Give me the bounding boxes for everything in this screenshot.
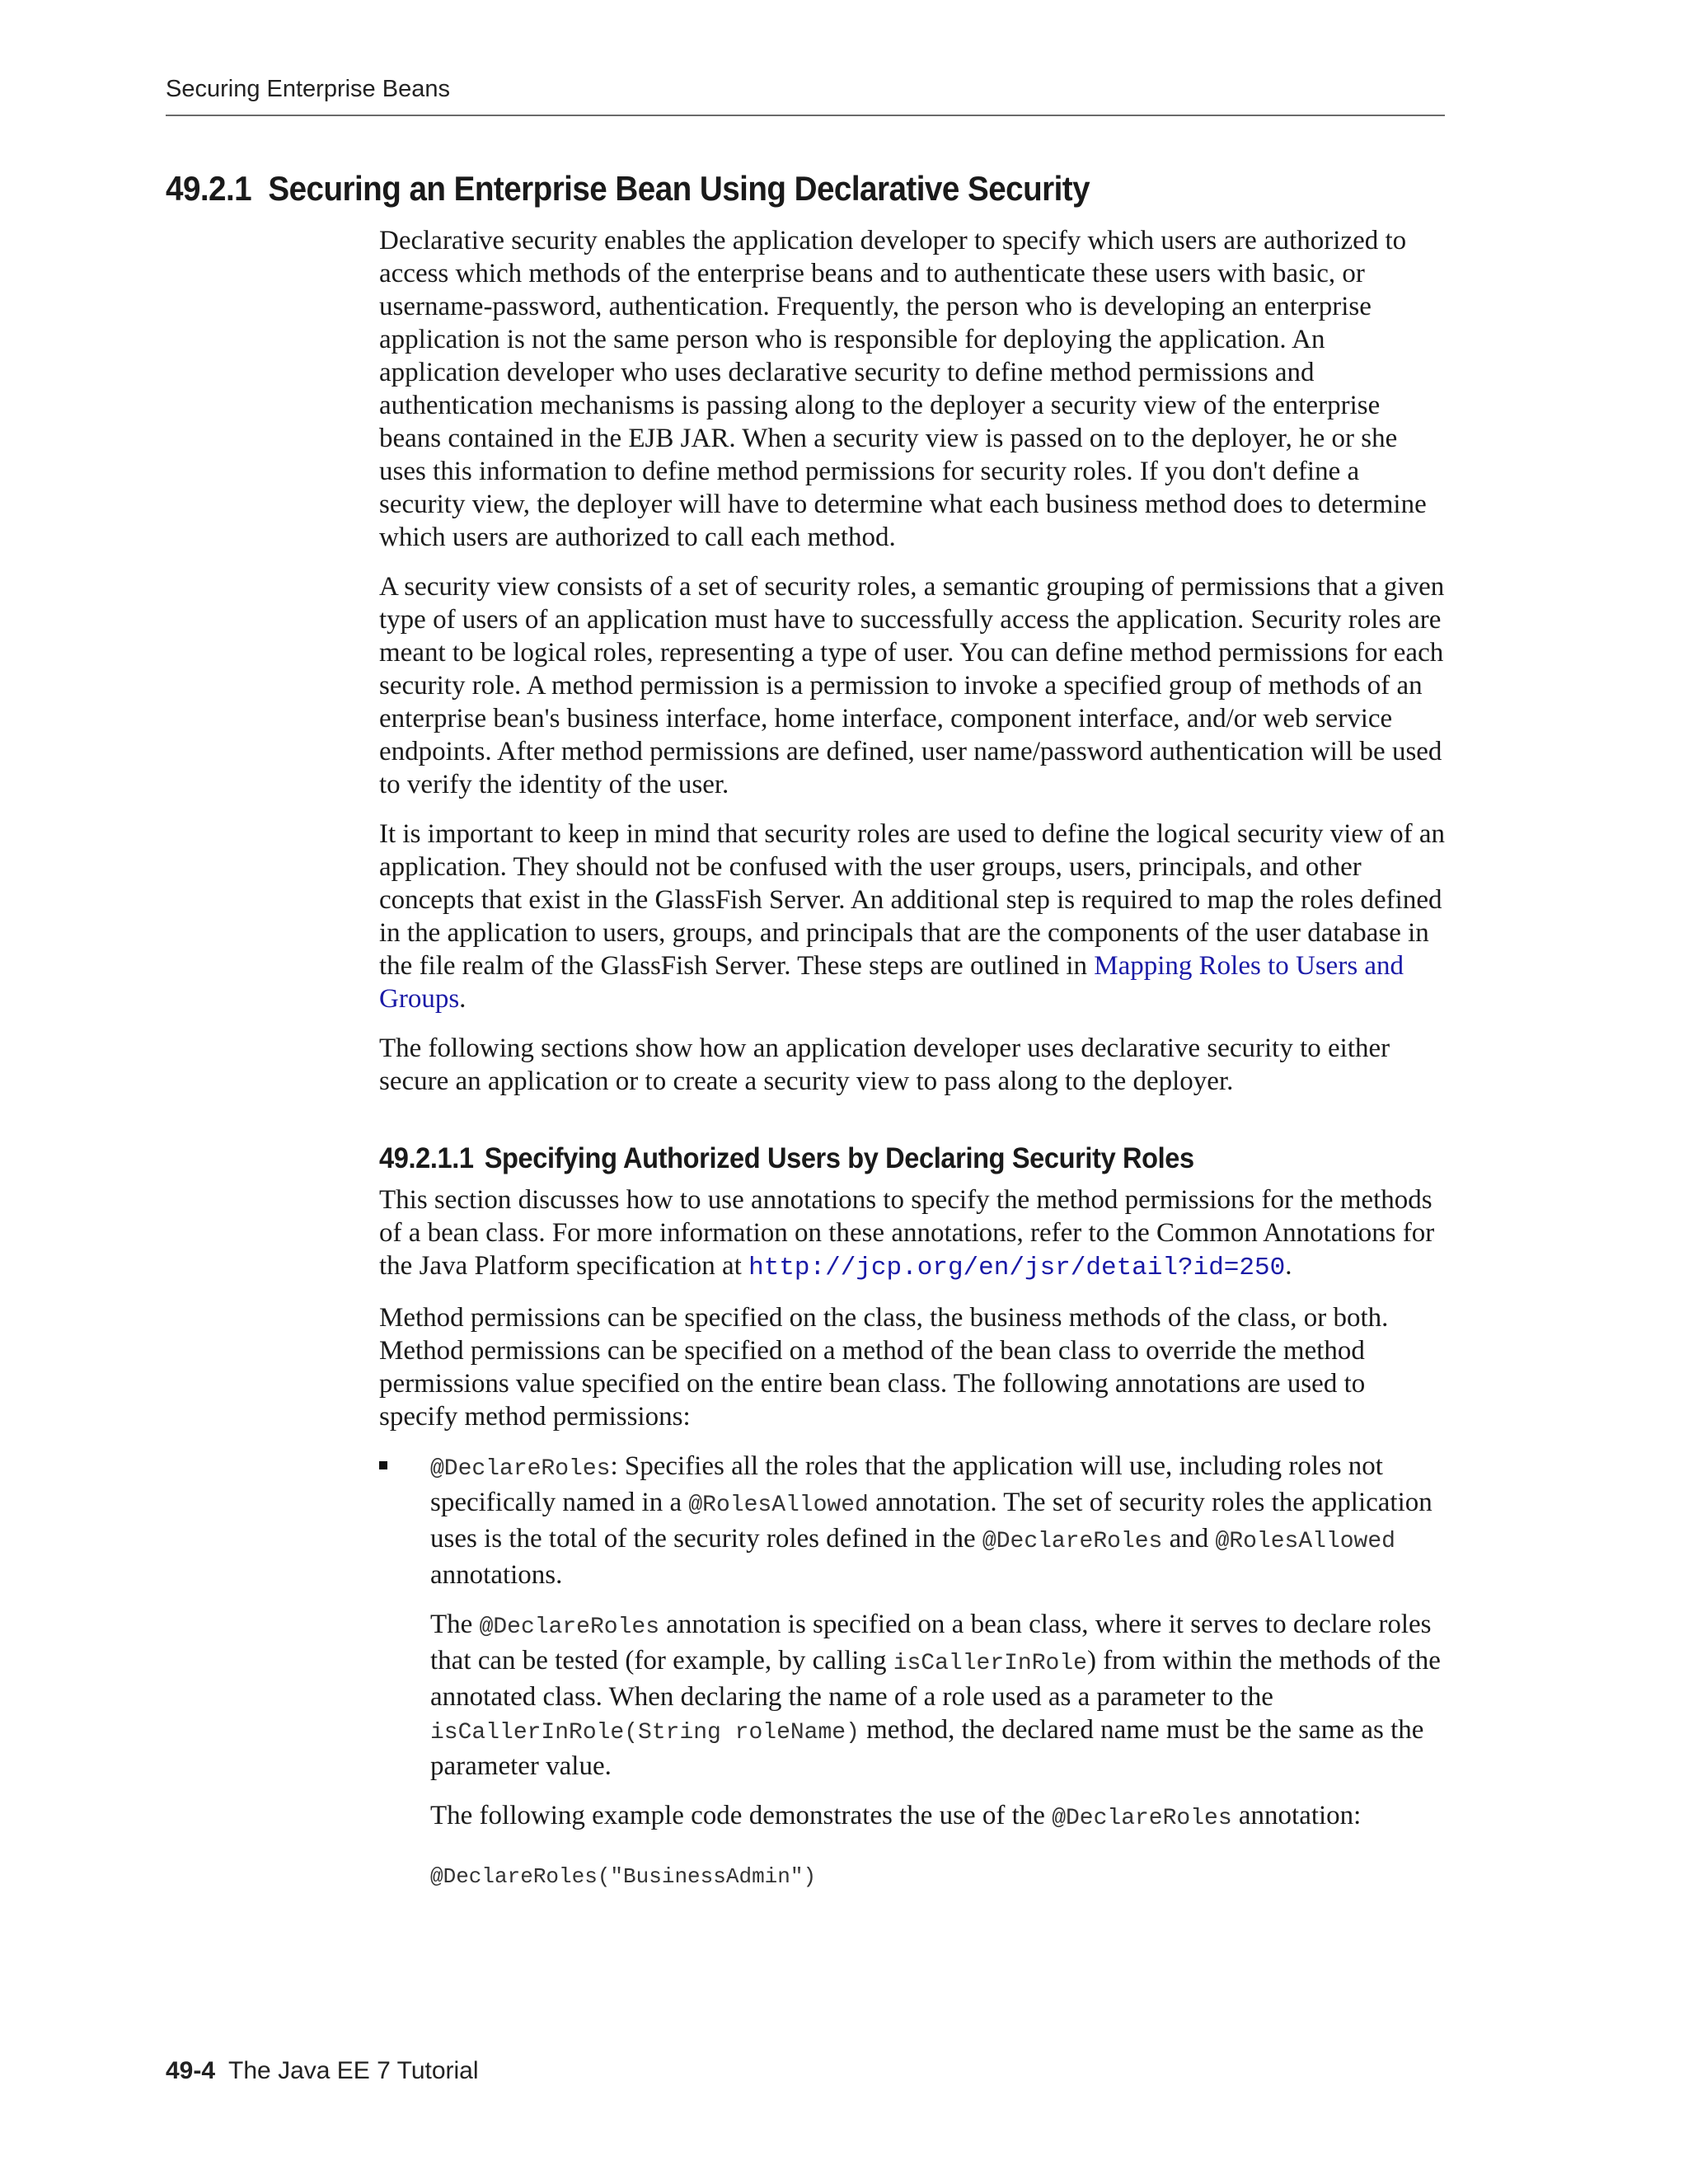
paragraph: The following sections show how an application developer uses declarative security to either secure an application or to create a security view to pass along to the deployer.	[379, 1033, 1390, 1096]
mapping-roles-link[interactable]: Mapping Roles to Users and Groups	[379, 951, 1404, 1014]
section-title: Securing an Enterprise Bean Using Declarative Security	[268, 169, 1090, 208]
paragraph: Declarative security enables the application developer to specify which users are authorized to access which methods of the enterprise beans and to authenticate these users with basic, or username-password, authentication. Frequently, the person who is developing an enterprise application is not the same person who is responsible for deploying the application. An application developer who uses declarative security to define method permissions and authentication mechanisms is passing along to the deployer a security view of the enterprise beans contained in the EJB JAR. When a security view is passed on to the deployer, he or she uses this information to define method permissions for security roles. If you don't define a security view, the deployer will have to determine what each business method does to determine which users are authorized to call each method.	[379, 226, 1427, 552]
page-footer	[166, 2057, 479, 2085]
subsection-number: 49.2.1.1	[379, 1142, 474, 1174]
paragraph: The following example code demonstrates the use of the @DeclareRoles annotation:	[430, 1801, 1362, 1831]
paragraph: @DeclareRoles: Specifies all the roles that the application will use, including roles not specifically named in a @RolesAllowed annotation. The set of security roles the application uses is the total of the security roles defined in the @DeclareRoles and @RolesAllowed annotations.	[430, 1451, 1432, 1590]
paragraph: A security view consists of a set of security roles, a semantic grouping of permissions that a given type of users of an application must have to successfully access the application. Security roles are meant to be logical roles, representing a type of user. You can define method permissions for each security role. A method permission is a permission to invoke a specified group of methods of an enterprise bean's business interface, home interface, component interface, and/or web service endpoints. After method permissions are defined, user name/password authentication will be used to verify the identity of the user.	[379, 572, 1445, 799]
subsection-title: Specifying Authorized Users by Declaring Security Roles	[484, 1142, 1194, 1174]
book-title: The Java EE 7 Tutorial	[228, 2057, 479, 2084]
paragraph: This section discusses how to use annotations to specify the method permissions for the methods of a bean class. For more information on these annotations, refer to the Common Annotations for the Java Platform specification at http://jcp.org/en/jsr/detail?id=250.	[379, 1185, 1435, 1282]
code-sample: @DeclareRoles("BusinessAdmin")	[430, 1864, 817, 1889]
section-heading	[166, 169, 1090, 209]
page-number: 49-4	[166, 2057, 216, 2084]
subsection-heading	[379, 1141, 1372, 1177]
bullet-square-icon	[379, 1461, 387, 1469]
paragraph: Method permissions can be specified on the class, the business methods of the class, or both. Method permissions can be specified on a method of the bean class to override the method permissions value specified on the entire bean class. The following annotations are used to specify method permissions:	[379, 1303, 1389, 1432]
paragraph: It is important to keep in mind that security roles are used to define the logical security view of an application. They should not be confused with the user groups, users, principals, and other concepts that exist in the GlassFish Server. An additional step is required to map the roles defined in the application to users, groups, and principals that are the components of the user database in the file realm of the GlassFish Server. These steps are outlined in Mapping Roles to Users and Groups.	[379, 819, 1446, 1014]
running-header: Securing Enterprise Beans	[166, 76, 450, 102]
list-item	[379, 1450, 1447, 1893]
header-rule	[166, 115, 1445, 116]
document-body	[379, 224, 1447, 1893]
bullet-list	[379, 1450, 1447, 1893]
section-number: 49.2.1	[166, 169, 252, 208]
jcp-spec-link[interactable]: http://jcp.org/en/jsr/detail?id=250	[748, 1254, 1286, 1282]
paragraph: The @DeclareRoles annotation is specified on a bean class, where it serves to declare roles that can be tested (for example, by calling isCallerInRole) from within the methods of the annotated class. When declaring the name of a role used as a parameter to the isCallerInRole(String roleName) method, the declared name must be the same as the parameter value.	[430, 1610, 1441, 1781]
